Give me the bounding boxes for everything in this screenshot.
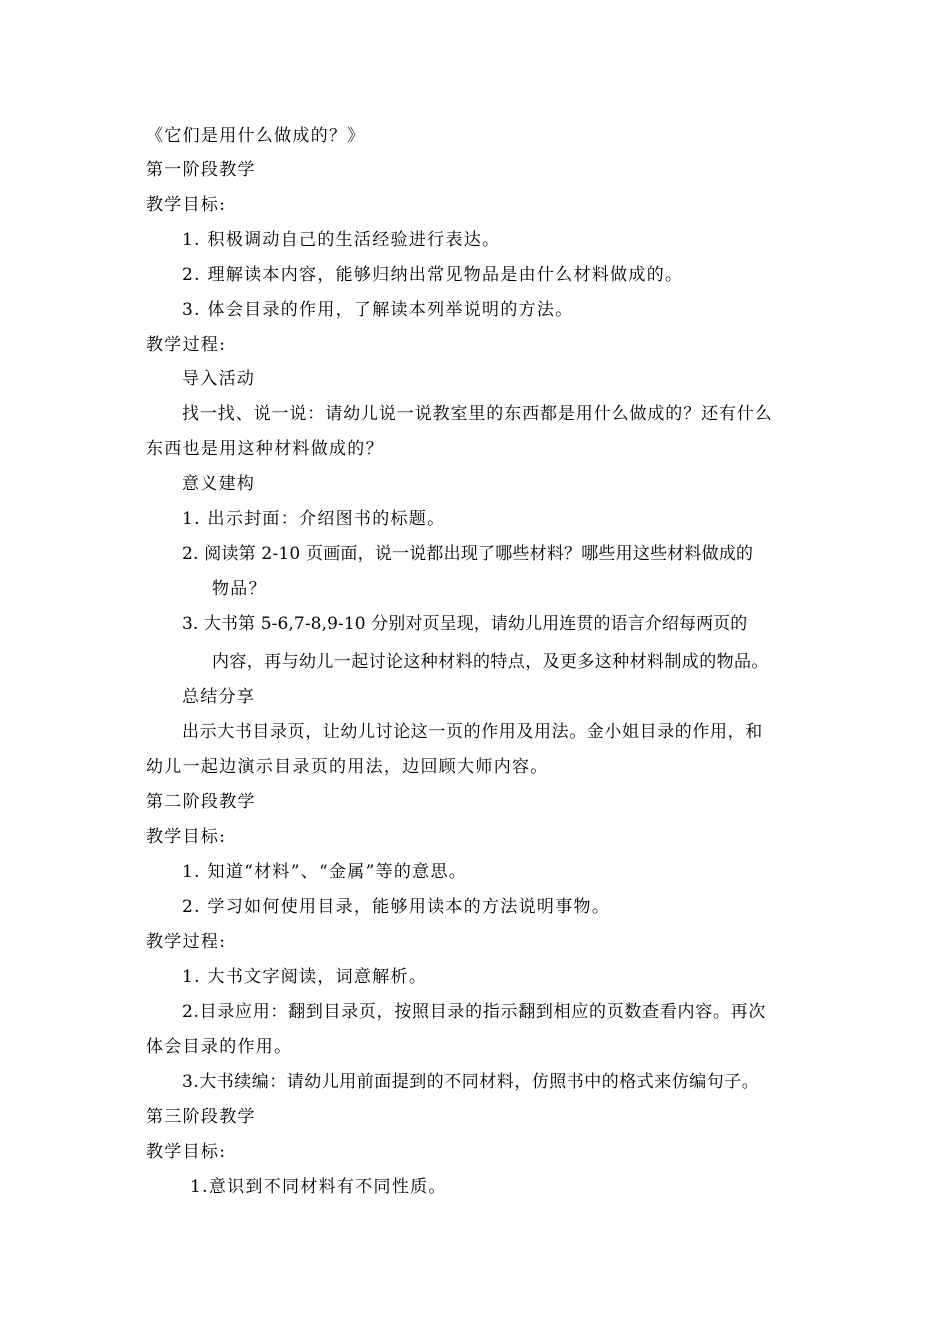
summary-share-label: 总结分享 [182, 687, 256, 707]
intro-activity-label: 导入活动 [182, 369, 256, 389]
stage2-process-item-continued: 体会目录的作用。 [146, 1037, 293, 1057]
stage1-goal-item: 2. 理解读本内容，能够归纳出常见物品是由什么材料做成的。 [182, 265, 684, 285]
stage2-goal-item: 1. 知道“材料”、“金属”等的意思。 [182, 862, 468, 882]
stage1-process-label: 教学过程: [146, 335, 227, 355]
stage1-goal-item: 1. 积极调动自己的生活经验进行表达。 [182, 230, 501, 250]
stage2-heading: 第二阶段教学 [146, 792, 256, 812]
stage1-goal-item: 3. 体会目录的作用，了解读本列举说明的方法。 [182, 300, 574, 320]
stage3-goal-item: 1.意识到不同材料有不同性质。 [190, 1177, 447, 1197]
summary-text: 幼儿一起边演示目录页的用法，边回顾大师内容。 [146, 757, 549, 777]
construct-item-continued: 内容，再与幼儿一起讨论这种材料的特点，及更多这种材料制成的物品。 [212, 652, 769, 672]
construct-item-continued: 物品？ [212, 579, 267, 599]
construct-item: 2. 阅读第 2-10 页画面，说一说都出现了哪些材料？哪些用这些材料做成的 [182, 544, 754, 564]
meaning-construct-label: 意义建构 [182, 474, 256, 494]
document-title: 《它们是用什么做成的？》 [146, 126, 366, 146]
stage1-heading: 第一阶段教学 [146, 160, 256, 180]
stage2-goal-item: 2. 学习如何使用目录，能够用读本的方法说明事物。 [182, 897, 611, 917]
stage3-goals-label: 教学目标: [146, 1142, 227, 1162]
stage2-process-item: 2.目录应用：翻到目录页，按照目录的指示翻到相应的页数查看内容。再次 [182, 1002, 767, 1022]
stage2-process-item: 3.大书续编：请幼儿用前面提到的不同材料，仿照书中的格式来仿编句子。 [182, 1072, 760, 1092]
stage2-process-label: 教学过程: [146, 932, 227, 952]
construct-item: 1. 出示封面：介绍图书的标题。 [182, 509, 446, 529]
stage1-goals-label: 教学目标: [146, 195, 227, 215]
stage3-heading: 第三阶段教学 [146, 1107, 256, 1127]
stage2-goals-label: 教学目标: [146, 827, 227, 847]
intro-activity-text: 东西也是用这种材料做成的？ [146, 439, 384, 459]
stage2-process-item: 1. 大书文字阅读，词意解析。 [182, 967, 428, 987]
intro-activity-text: 找一找、说一说：请幼儿说一说教室里的东西都是用什么做成的？还有什么 [182, 404, 773, 424]
construct-item: 3. 大书第 5-6,7-8,9-10 分别对页呈现，请幼儿用连贯的语言介绍每两页的 [182, 614, 748, 634]
summary-text: 出示大书目录页，让幼儿讨论这一页的作用及用法。金小姐目录的作用，和 [182, 722, 763, 742]
